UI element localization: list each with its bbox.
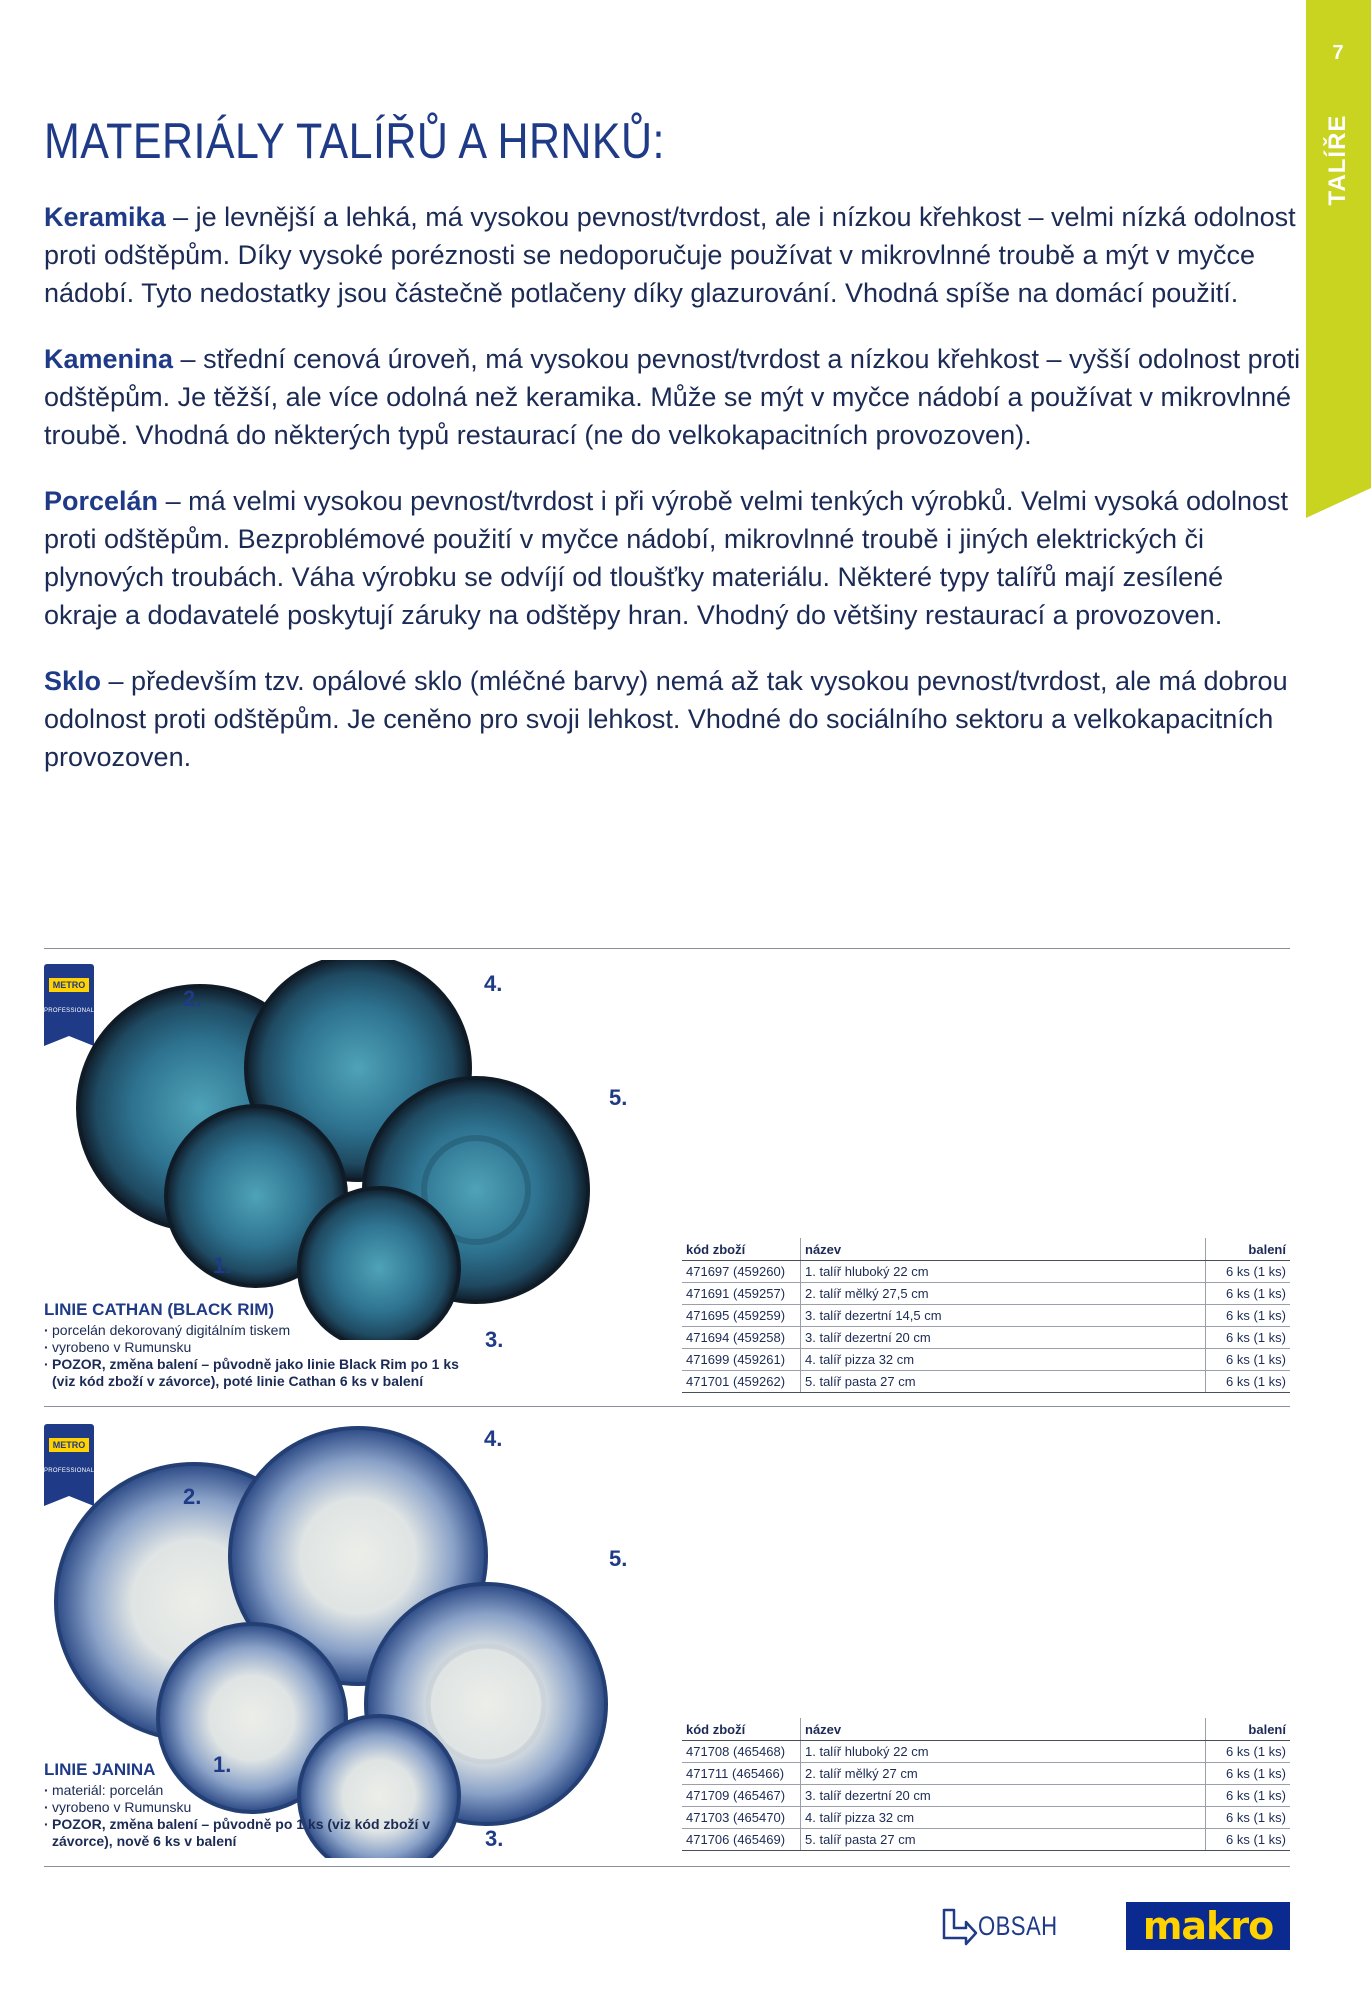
materials-section — [44, 198, 1304, 804]
col-header-pack: balení — [1206, 1238, 1291, 1261]
cell-code: 471691 (459257) — [682, 1283, 801, 1305]
product-table-cathan — [682, 1238, 1290, 1393]
product-bullets — [44, 1782, 464, 1850]
col-header-code: kód zboží — [682, 1238, 801, 1261]
product-name: LINIE JANINA — [44, 1760, 156, 1779]
material-description: – má velmi vysokou pevnost/tvrdost i při výrobě velmi tenkých výrobků. Velmi vysoká odolnost proti odštěpům. Bezproblémové použití v myčce nádobí, mikrovlnné troubě i jiných elektrických či plynových troubách. Váha výrobku se odvíjí od tloušťky materiálu. Některé typy talířů mají zesílené okraje a dodavatelé poskytují záruky na odštěpy hran. Vhodný do většiny restaurací a provozoven. — [44, 486, 1289, 630]
material-description: – především tzv. opálové sklo (mléčné barvy) nemá až tak vysokou pevnost/tvrdost, ale má dobrou odolnost proti odštěpům. Je ceněno pro svoji lehkost. Vhodné do sociálního sektoru a velkokapacitních provozoven. — [44, 666, 1288, 772]
col-header-code: kód zboží — [682, 1718, 801, 1741]
table-row — [682, 1785, 1290, 1807]
table-row — [682, 1327, 1290, 1349]
cell-pack: 6 ks (1 ks) — [1206, 1305, 1291, 1327]
material-description: – je levnější a lehká, má vysokou pevnost/tvrdost, ale i nízkou křehkost – velmi nízká odolnost proti odštěpům. Díky vysoké poréznosti se nedoporučuje používat v mikrovlnné troubě a mýt v myčce nádobí. Tyto nedostatky jsou částečně potlačeny díky glazurování. Vhodná spíše na domácí použití. — [44, 202, 1296, 308]
table-row — [682, 1305, 1290, 1327]
material-ceramics — [44, 198, 1304, 312]
table-row — [682, 1741, 1290, 1763]
material-porcelain — [44, 482, 1304, 634]
cell-code: 471695 (459259) — [682, 1305, 801, 1327]
cell-name: 3. talíř dezertní 14,5 cm — [801, 1305, 1206, 1327]
makro-logo — [1126, 1902, 1290, 1950]
cell-pack: 6 ks (1 ks) — [1206, 1807, 1291, 1829]
product-bullets — [44, 1322, 464, 1390]
product-bullet: · vyrobeno v Rumunsku — [44, 1799, 464, 1816]
cell-pack: 6 ks (1 ks) — [1206, 1283, 1291, 1305]
cell-name: 5. talíř pasta 27 cm — [801, 1371, 1206, 1393]
contents-link-label: OBSAH — [978, 1910, 1058, 1941]
cell-pack: 6 ks (1 ks) — [1206, 1261, 1291, 1283]
cell-name: 1. talíř hluboký 22 cm — [801, 1741, 1206, 1763]
material-name: Sklo — [44, 666, 102, 696]
table-row — [682, 1261, 1290, 1283]
material-name: Porcelán — [44, 486, 159, 516]
plate-number-4: 4. — [484, 1426, 503, 1451]
metro-logo-subtext: PROFESSIONAL — [44, 1008, 95, 1014]
contents-link[interactable] — [940, 1906, 1075, 1946]
cell-name: 2. talíř mělký 27 cm — [801, 1763, 1206, 1785]
cell-name: 4. talíř pizza 32 cm — [801, 1807, 1206, 1829]
material-stoneware — [44, 340, 1304, 454]
cell-code: 471697 (459260) — [682, 1261, 801, 1283]
product-table-janina — [682, 1718, 1290, 1851]
material-description: – střední cenová úroveň, má vysokou pevnost/tvrdost a nízkou křehkost – vyšší odolnost proti odštěpům. Je těžší, ale více odolná než keramika. Může se mýt v myčce nádobí a používat v mikrovlnné troubě. Vhodná do některých typů restaurací (ne do velkokapacitních provozoven). — [44, 344, 1301, 450]
table-header-row — [682, 1718, 1290, 1741]
metro-logo-text: METRO — [49, 1438, 89, 1452]
cell-code: 471699 (459261) — [682, 1349, 801, 1371]
material-name: Keramika — [44, 202, 166, 232]
table-row — [682, 1371, 1290, 1393]
product-bullet: · porcelán dekorovaný digitálním tiskem — [44, 1322, 464, 1339]
plate-number-2: 2. — [183, 986, 202, 1011]
plate-number-3: 3. — [485, 1327, 504, 1352]
cell-code: 471701 (459262) — [682, 1371, 801, 1393]
cell-pack: 6 ks (1 ks) — [1206, 1327, 1291, 1349]
material-name: Kamenina — [44, 344, 174, 374]
metro-logo-subtext: PROFESSIONAL — [44, 1468, 95, 1474]
divider-middle — [44, 1406, 1290, 1407]
page-title: MATERIÁLY TALÍŘŮ A HRNKŮ: — [44, 113, 665, 169]
col-header-pack: balení — [1206, 1718, 1291, 1741]
cell-code: 471706 (465469) — [682, 1829, 801, 1851]
cell-name: 3. talíř dezertní 20 cm — [801, 1785, 1206, 1807]
section-tab-shape — [1306, 0, 1371, 520]
section-tab-label[interactable]: TALÍŘE — [1324, 114, 1351, 206]
col-header-name: název — [801, 1718, 1206, 1741]
product-info-cathan — [44, 1300, 464, 1390]
plate-number-1: 1. — [213, 1253, 232, 1278]
product-bullet: · vyrobeno v Rumunsku — [44, 1339, 464, 1356]
cell-code: 471709 (465467) — [682, 1785, 801, 1807]
product-bullet-warning: · POZOR, změna balení – původně po 1 ks (viz kód zboží v závorce), nově 6 ks v balení — [44, 1816, 464, 1850]
table-row — [682, 1829, 1290, 1851]
cell-name: 2. talíř mělký 27,5 cm — [801, 1283, 1206, 1305]
cell-pack: 6 ks (1 ks) — [1206, 1349, 1291, 1371]
plate-number-4: 4. — [484, 971, 503, 996]
product-name: LINIE CATHAN (BLACK RIM) — [44, 1300, 275, 1319]
cell-pack: 6 ks (1 ks) — [1206, 1785, 1291, 1807]
cell-code: 471703 (465470) — [682, 1807, 801, 1829]
cell-name: 1. talíř hluboký 22 cm — [801, 1261, 1206, 1283]
return-arrow-icon — [940, 1906, 978, 1946]
cell-code: 471708 (465468) — [682, 1741, 801, 1763]
cell-name: 5. talíř pasta 27 cm — [801, 1829, 1206, 1851]
plate-number-1: 1. — [213, 1752, 232, 1777]
cell-pack: 6 ks (1 ks) — [1206, 1741, 1291, 1763]
material-glass — [44, 662, 1304, 776]
plate-number-2: 2. — [183, 1484, 202, 1509]
page-number: 7 — [1332, 42, 1344, 64]
cell-code: 471694 (459258) — [682, 1327, 801, 1349]
makro-logo-text: makro — [1142, 1904, 1274, 1948]
cathan-plates-image — [40, 960, 670, 1340]
col-header-name: název — [801, 1238, 1206, 1261]
cell-code: 471711 (465466) — [682, 1763, 801, 1785]
cell-pack: 6 ks (1 ks) — [1206, 1763, 1291, 1785]
plate-number-5: 5. — [609, 1546, 628, 1571]
plate-number-3: 3. — [485, 1826, 504, 1851]
table-header-row — [682, 1238, 1290, 1261]
cell-name: 3. talíř dezertní 20 cm — [801, 1327, 1206, 1349]
metro-logo-text: METRO — [49, 978, 89, 992]
cell-pack: 6 ks (1 ks) — [1206, 1371, 1291, 1393]
table-row — [682, 1763, 1290, 1785]
product-bullet-warning: · POZOR, změna balení – původně jako linie Black Rim po 1 ks (viz kód zboží v závorce), poté linie Cathan 6 ks v balení — [44, 1356, 464, 1390]
table-row — [682, 1349, 1290, 1371]
table-row — [682, 1807, 1290, 1829]
divider-bottom — [44, 1866, 1290, 1867]
plate-number-5: 5. — [609, 1085, 628, 1110]
cell-name: 4. talíř pizza 32 cm — [801, 1349, 1206, 1371]
divider-top — [44, 948, 1290, 949]
product-info-janina — [44, 1760, 464, 1850]
cell-pack: 6 ks (1 ks) — [1206, 1829, 1291, 1851]
product-bullet: · materiál: porcelán — [44, 1782, 464, 1799]
table-row — [682, 1283, 1290, 1305]
